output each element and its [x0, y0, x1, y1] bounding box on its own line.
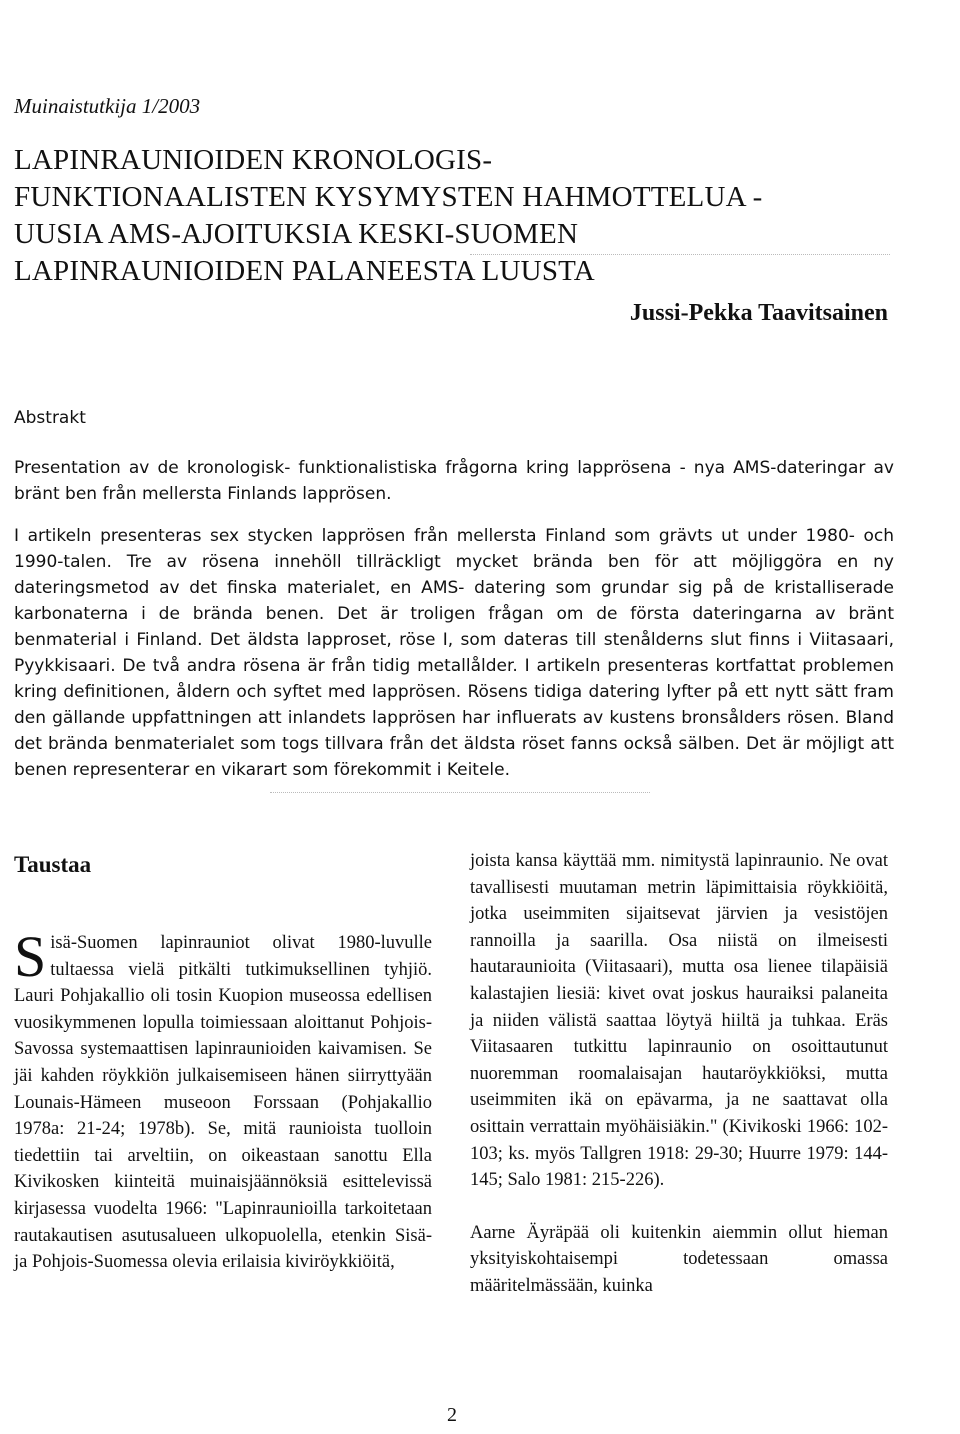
abstract-paragraph: Presentation av de kronologisk- funktionalistiska frågorna kring lapprösena - nya AMS-dateringar av bränt ben från mellersta Finlands lapprösen.: [14, 458, 894, 504]
page-number: 2: [447, 1404, 457, 1426]
title-line: FUNKTIONAALISTEN KYSYMYSTEN HAHMOTTELUA -: [14, 181, 763, 213]
body-paragraph: Aarne Äyräpää oli kuitenkin aiemmin ollut hieman yksityiskohtaisempi todetessaan omassa määritelmässään, kuinka: [470, 1222, 888, 1296]
body-text: isä-Suomen lapinrauniot olivat 1980-luvulle tultaessa vielä pitkälti tutkimuksellinen tyhjiö. Lauri Pohjakallio oli tosin Kuopion museossa edellisen vuosikymmenen lopulla toimiessaan aloittanut Pohjois-Savossa systemaattisen lapinraunioiden kaivamisen. Se jäi kahden röykkiön julkaisemiseen hänen siirryttyään Lounais-Hämeen museoon Forssaan (Pohjakallio 1978a: 21-24; 1978b). Se, mitä raunioista tuolloin tiedettiin tai arveltiin, on oikeastaan sanottu Ella Kivikosken kiinteitä muinaisjäännöksiä esittelevissä kirjasessa vuodelta 1966: "Lapinraunioilla tarkoitetaan rautakautisen asutusalueen ulkopuolella, etenkin Sisä- ja Pohjois-Suomessa olevia erilaisia kiviröykkiöitä,: [14, 933, 432, 1273]
abstract-separator: [270, 792, 650, 793]
body-paragraph: joista kansa käyttää mm. nimitystä lapinraunio. Ne ovat tavallisesti muutaman metrin läpimittaisia röykkiöitä, jotka useimmiten sijaitsevat järvien ja vesistöjen rannoilla ja saarilla. Osa niistä on ilmeisesti hautaraunioita (Viitasaari), mutta osa lienee tilapäisiä kalastajien liesiä: kivet ovat joskus hauraiksi palaneita ja niiden välistä saattaa löytyä hiiltä ja tuhkaa. Eräs Viitasaaren tutkittu lapinraunio on osoittautunut nuoremman roomalaisajan hautaröykkiöksi, mutta useimmiten ikä on epävarma, ja ne saattavat olla osittain verrattain myöhäisiäkin." (Kivikoski 1966: 102-103; ks. myös Tallgren 1918: 29-30; Huurre 1979: 144-145; Salo 1981: 215-226).: [470, 851, 888, 1191]
title-line: LAPINRAUNIOIDEN PALANEESTA LUUSTA: [14, 255, 595, 287]
journal-issue: Muinaistutkija 1/2003: [14, 94, 201, 118]
title-line: UUSIA AMS-AJOITUKSIA KESKI-SUOMEN: [14, 218, 579, 250]
section-heading: Taustaa: [14, 852, 92, 877]
article-title: [14, 142, 762, 290]
drop-cap: S: [14, 924, 47, 989]
author-name: Jussi-Pekka Taavitsainen: [629, 300, 888, 326]
abstract-heading: Abstrakt: [14, 408, 86, 428]
left-column: [14, 924, 432, 1276]
scan-rule: [470, 254, 890, 255]
abstract-paragraph: I artikeln presenteras sex stycken lapprösen från mellersta Finland som grävts ut under 1980- och 1990-talen. Tre av rösena innehöll tillräckligt mycket brända ben för att möjliggöra en ny dateringsmetod av det finska materialet, en AMS- datering som grundar sig på de kristalliserade karbonaterna i de brända benen. Det är troligen frågan om de första dateringarna av bränt benmaterial i Finland. Det äldsta lapproset, röse I, som dateras till stenålderns slut finns i Viitasaari, Pyykkisaari. De två andra rösena är från tidig metallålder. I artikeln presenteras kortfattat problemen kring definitionen, åldern och syftet med lapprösen. Rösens tidiga datering lyfter på ett nytt sätt fram den gällande uppfattningen att inlandets lapprösen har influerats av kustens bronsålders rösen. Bland det brända benmaterialet som togs tillvara från det äldsta röset fanns också sälben. Det är möjligt att benen representerar en vikarart som förekommit i Keitele.: [14, 526, 894, 780]
title-line: LAPINRAUNIOIDEN KRONOLOGIS-: [14, 144, 493, 176]
right-column: [470, 848, 888, 1300]
